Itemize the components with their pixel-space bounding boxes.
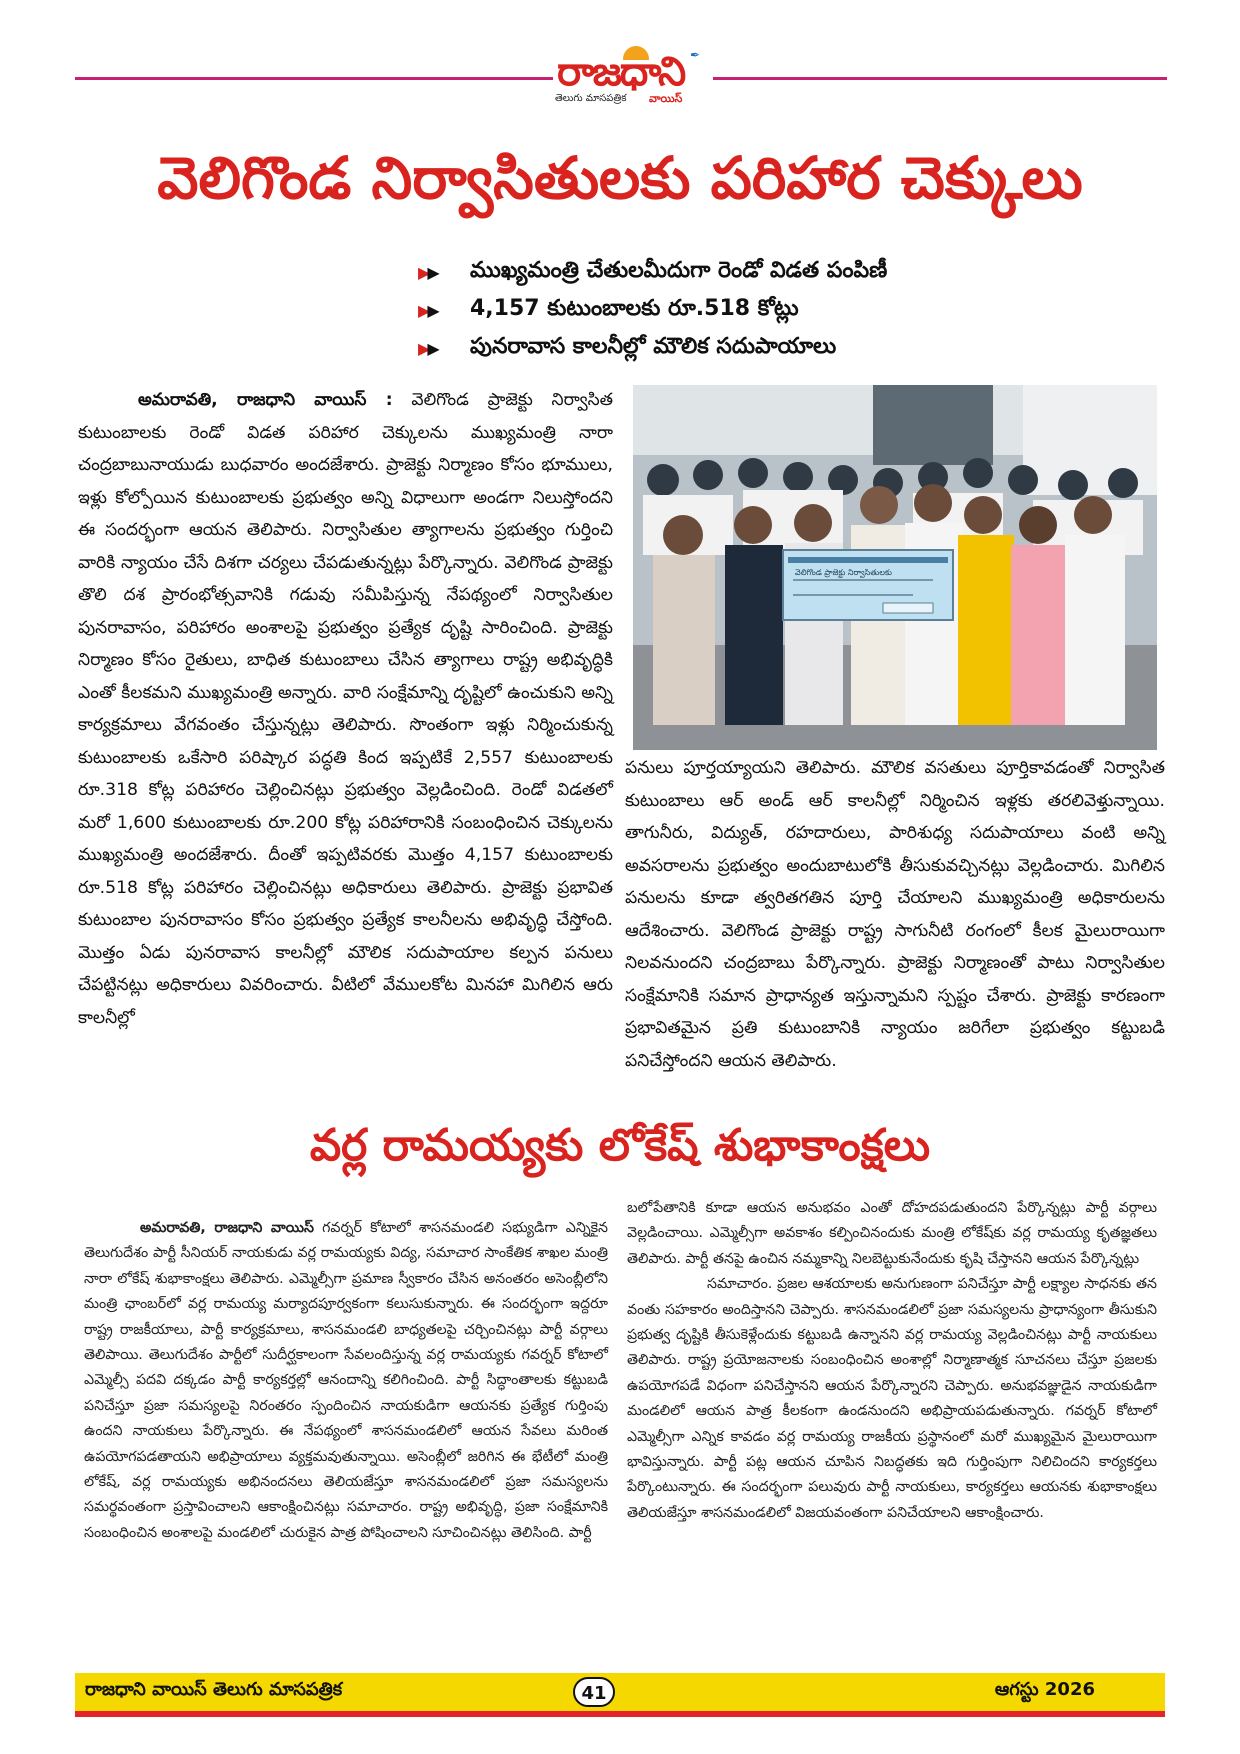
article2-body-3: సమాచారం. ప్రజల ఆశయాలకు అనుగుణంగా పనిచేస్తూ పార్టీ లక్ష్యాల సాధనకు తన వంతు సహకారం అందిస్తానని చెప్పారు. శాసనమండలిలో ప్రజా సమస్యలను ప్రాధాన్యంగా తీసుకుని ప్రభుత్వ దృష్టికి తీసుకెళ్లేందుకు కట్టుబడి ఉన్నానని వర్ల రామయ్య వెల్లడించినట్లు పార్టీ నాయకులు తెలిపారు. రాష్ట్ర ప్రయోజనాలకు సంబంధించిన అంశాల్లో నిర్మాణాత్మక సూచనలు చేస్తూ ప్రజలకు ఉపయోగపడే విధంగా పనిచేస్తానని ఆయన పేర్కొన్నారని చెప్పారు. అనుభవజ్ఞుడైన నాయకుడిగా మండలిలో ఆయన పాత్ర కీలకంగా ఉండనుందని అభిప్రాయపడుతున్నారు. గవర్నర్ కోటాలో ఎమ్మెల్సీగా ఎన్నిక కావడం వర్ల రామయ్య రాజకీయ ప్రస్థానంలో మరో ముఖ్యమైన మైలురాయిగా భావిస్తున్నారు. పార్టీ పట్ల ఆయన చూపిన నిబద్ధతకు ఇది గుర్తింపుగా నిలిచిందని కార్యకర్తలు పేర్కొంటున్నారు. ఈ సందర్భంగా పలువురు పార్టీ నాయకులు, కార్యకర్తలు ఆయనకు శుభాకాంక్షలు తెలియజేస్తూ శాసనమండలిలో విజయవంతంగా పనిచేయాలని ఆకాంక్షించారు. (627, 1276, 1157, 1521)
group-photo-illustration (633, 385, 1157, 750)
pen-icon: ✒ (690, 48, 701, 62)
masthead-logo (553, 48, 713, 112)
article2-headline: వర్ల రామయ్యకు లోకేష్ శుభాకాంక్షలు (309, 1120, 931, 1171)
double-arrow-icon: ▶▶ (418, 301, 437, 320)
article1-headline: వెలిగొండ నిర్వాసితులకు పరిహార చెక్కులు (157, 144, 1083, 212)
article2-body-2: బలోపేతానికి కూడా ఆయన అనుభవం ఎంతో దోహదపడుతుందని పేర్కొన్నట్లు పార్టీ వర్గాలు వెల్లడించాయి. ఎమ్మెల్సీగా అవకాశం కల్పించినందుకు మంత్రి లోకేష్‌కు వర్ల రామయ్య కృతజ్ఞతలు తెలిపారు. పార్టీ తనపై ఉంచిన నమ్మకాన్ని నిలబెట్టుకునేందుకు కృషి చేస్తానని ఆయన పేర్కొన్నట్లు (627, 1200, 1157, 1267)
article2-dateline: అమరావతి, రాజధాని వాయిస్ (140, 1220, 314, 1236)
news-photo (633, 385, 1157, 750)
footer-issue-date: ఆగస్టు 2026 (994, 1679, 1095, 1700)
highlight-item: ▶▶ 4,157 కుటుంబాలకు రూ.518 కోట్లు (418, 296, 799, 321)
logo-text: రాజధాని (557, 49, 685, 95)
footer-bar (75, 1673, 1165, 1711)
article2-body-1: గవర్నర్ కోటాలో శాసనమండలి సభ్యుడిగా ఎన్నికైన తెలుగుదేశం పార్టీ సీనియర్ నాయకుడు వర్ల రామయ్యకు విద్య, సమాచార సాంకేతిక శాఖల మంత్రి నారా లోకేష్ శుభాకాంక్షలు తెలిపారు. ఎమ్మెల్సీగా ప్రమాణ స్వీకారం చేసిన అనంతరం అసెంబ్లీలోని మంత్రి ఛాంబర్‌లో వర్ల రామయ్య మర్యాదపూర్వకంగా కలుసుకున్నారు. ఈ సందర్భంగా ఇద్దరూ రాష్ట్ర రాజకీయాలు, పార్టీ కార్యక్రమాలు, శాసనమండలి బాధ్యతలపై చర్చించినట్లు పార్టీ వర్గాలు తెలిపాయి. తెలుగుదేశం పార్టీలో సుదీర్ఘకాలంగా సేవలందిస్తున్న వర్ల రామయ్యకు గవర్నర్ కోటాలో ఎమ్మెల్సీ పదవి దక్కడం పార్టీ కార్యకర్తల్లో ఆనందాన్ని కలిగించింది. పార్టీ సిద్ధాంతాలకు కట్టుబడి పనిచేస్తూ ప్రజా సమస్యలపై నిరంతరం స్పందించిన నాయకుడిగా ఆయనకు ప్రత్యేక గుర్తింపు ఉందని నాయకులు పేర్కొన్నారు. ఈ నేపథ్యంలో శాసనమండలిలో ఆయన సేవలు మరింత ఉపయోగపడతాయని అభిప్రాయాలు వ్యక్తమవుతున్నాయి. అసెంబ్లీలో జరిగిన ఈ భేటీలో మంత్రి లోకేష్, వర్ల రామయ్యకు అభినందనలు తెలియజేస్తూ శాసనమండలిలో ప్రజా సమస్యలను సమర్థవంతంగా ప్రస్తావించాలని ఆకాంక్షించినట్లు సమాచారం. రాష్ట్ర అభివృద్ధి, ప్రజా సంక్షేమానికి సంబంధించిన అంశాలపై మండలిలో చురుకైన పాత్ర పోషించాలని సూచించినట్లు తెలిసింది. పార్టీ (84, 1220, 608, 1541)
article1-highlights (418, 254, 1158, 368)
article1-body-1: వెలిగొండ ప్రాజెక్టు నిర్వాసిత కుటుంబాలకు రెండో విడత పరిహార చెక్కులను ముఖ్యమంత్రి నారా చంద్రబాబునాయుడు బుధవారం అందజేశారు. ప్రాజెక్టు నిర్మాణం కోసం భూములు, ఇళ్లు కోల్పోయిన కుటుంబాలకు ప్రభుత్వం అన్ని విధాలుగా అండగా నిలుస్తోందని ఈ సందర్భంగా ఆయన తెలిపారు. నిర్వాసితుల త్యాగాలను ప్రభుత్వం గుర్తించి వారికి న్యాయం చేసే దిశగా చర్యలు చేపడుతున్నట్లు పేర్కొన్నారు. వెలిగొండ ప్రాజెక్టు తొలి దశ ప్రారంభోత్సవానికి గడువు సమీపిస్తున్న నేపథ్యంలో నిర్వాసితుల పునరావాసం, పరిహారం అంశాలపై ప్రభుత్వం ప్రత్యేక దృష్టి సారించింది. ప్రాజెక్టు నిర్మాణం కోసం రైతులు, బాధిత కుటుంబాలు చేసిన త్యాగాలు రాష్ట్ర అభివృద్ధికి ఎంతో కీలకమని ముఖ్యమంత్రి అన్నారు. వారి సంక్షేమాన్ని దృష్టిలో ఉంచుకుని అన్ని కార్యక్రమాలు వేగవంతం చేస్తున్నట్లు తెలిపారు. సొంతంగా ఇళ్లు నిర్మించుకున్న కుటుంబాలకు ఒకేసారి పరిష్కార పద్ధతి కింద ఇప్పటికే 2,557 కుటుంబాలకు రూ.318 కోట్ల పరిహారం చెల్లించినట్లు ప్రభుత్వం వెల్లడించింది. రెండో విడతలో మరో 1,600 కుటుంబాలకు రూ.200 కోట్ల పరిహారానికి సంబంధించిన చెక్కులను ముఖ్యమంత్రి అందజేశారు. దీంతో ఇప్పటివరకు మొత్తం 4,157 కుటుంబాలకు రూ.518 కోట్ల పరిహారం చెల్లించినట్లు అధికారులు తెలిపారు. ప్రాజెక్టు ప్రభావిత కుటుంబాల పునరావాసం కోసం ప్రభుత్వం ప్రత్యేక కాలనీలను అభివృద్ధి చేస్తోంది. మొత్తం ఏడు పునరావాస కాలనీల్లో మౌలిక సదుపాయాల కల్పన పనులు చేపట్టినట్లు అధికారులు వివరించారు. వీటిలో వేములకోట మినహా మిగిలిన ఆరు కాలనీల్లో (78, 390, 614, 1028)
article1-dateline: అమరావతి, రాజధాని వాయిస్ : (138, 390, 393, 410)
cheque-label: వెలిగొండ ప్రాజెక్టు నిర్వాసితులకు (795, 568, 892, 577)
article2-column-2 (627, 1196, 1157, 1526)
article1-column-2: పనులు పూర్తయ్యాయని తెలిపారు. మౌలిక వసతులు పూర్తికావడంతో నిర్వాసిత కుటుంబాలు ఆర్ అండ్ ఆర్ కాలనీల్లో నిర్మించిన ఇళ్లకు తరలివెళ్తున్నాయి. తాగునీరు, విద్యుత్, రహదారులు, పారిశుధ్య సదుపాయాలు వంటి అన్ని అవసరాలను ప్రభుత్వం అందుబాటులోకి తీసుకువచ్చినట్లు వెల్లడించారు. మిగిలిన పనులను కూడా త్వరితగతిన పూర్తి చేయాలని ముఖ్యమంత్రి అధికారులను ఆదేశించారు. వెలిగొండ ప్రాజెక్టు రాష్ట్ర సాగునీటి రంగంలో కీలక మైలురాయిగా నిలవనుందని చంద్రబాబు పేర్కొన్నారు. ప్రాజెక్టు నిర్మాణంతో పాటు నిర్వాసితుల సంక్షేమానికి సమాన ప్రాధాన్యత ఇస్తున్నామని స్పష్టం చేశారు. ప్రాజెక్టు కారణంగా ప్రభావితమైన ప్రతి కుటుంబానికి న్యాయం జరిగేలా ప్రభుత్వం కట్టుబడి పనిచేస్తోందని ఆయన తెలిపారు. (625, 758, 1165, 1071)
footer-rule (75, 1711, 1165, 1717)
page-number: 41 (573, 1677, 615, 1707)
highlight-item: ▶▶ ముఖ్యమంత్రి చేతులమీదుగా రెండో విడత పంపిణీ (418, 258, 888, 283)
logo-sub: వాయిస్ (649, 92, 683, 105)
article2-column-1 (84, 1216, 608, 1546)
double-arrow-icon: ▶▶ (418, 263, 437, 282)
logo-tagline: తెలుగు మాసపత్రిక (555, 93, 627, 104)
article1-column-1 (78, 384, 613, 1034)
double-arrow-icon: ▶▶ (418, 339, 437, 358)
highlight-item: ▶▶ పునరావాస కాలనీల్లో మౌలిక సదుపాయాలు (418, 334, 837, 359)
footer-publication: రాజధాని వాయిస్ తెలుగు మాసపత్రిక (85, 1679, 343, 1700)
